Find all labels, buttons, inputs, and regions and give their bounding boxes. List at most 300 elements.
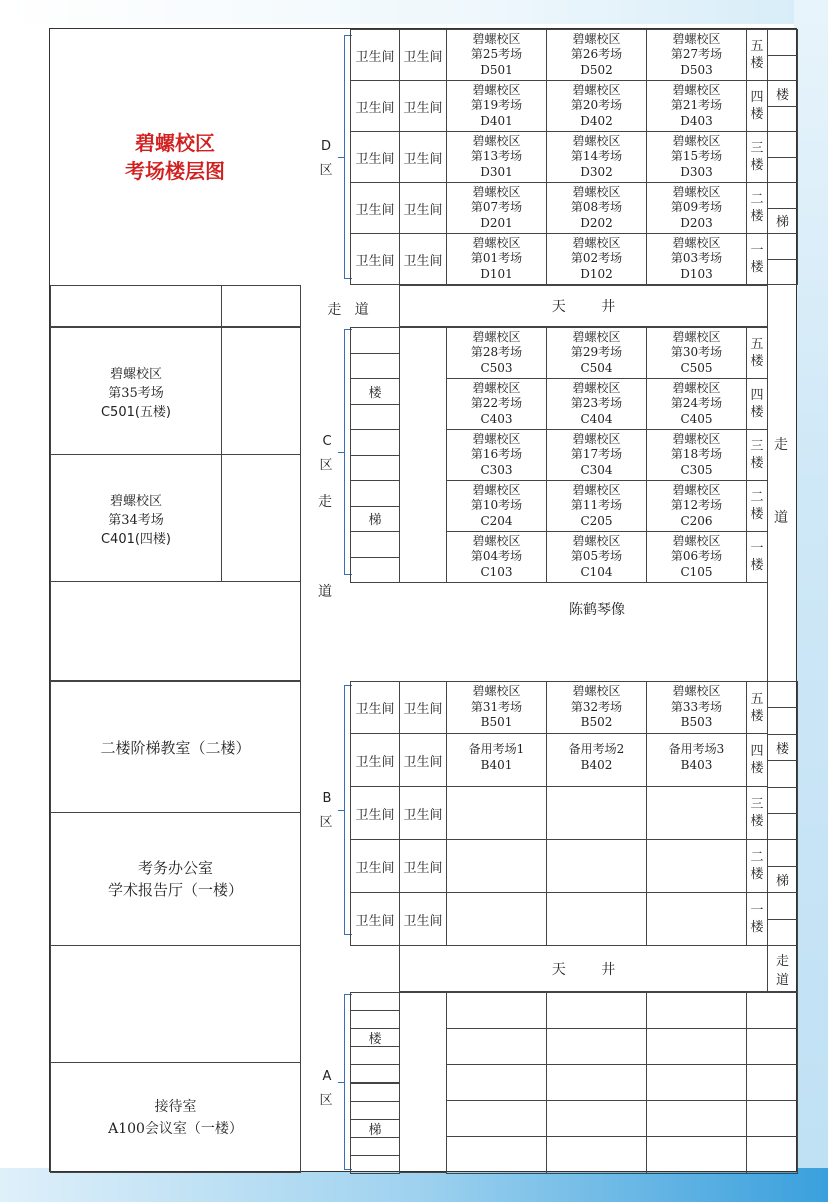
room-c401-code: C401(四楼) [100,531,172,547]
floor-b-2 [746,839,768,893]
floor-b-3-line-1: 三 [750,797,764,812]
toilet-b-1b: 卫生间 [399,892,447,946]
toilet-d-2b: 卫生间 [399,182,447,234]
exam-room-d-5-3-line-2: 第27考场 [670,47,723,62]
toilet-d-5a: 卫生间 [350,29,400,81]
toilet-d-4a: 卫生间 [350,80,400,132]
floor-d-2-line-1: 二 [750,192,764,207]
exam-room-c-2-2-line-1: 碧螺校区 [572,482,621,497]
exam-room-b-4-1 [446,733,547,787]
spare-room-b-1-line-2: B401 [480,757,513,772]
exam-room-d-3-3-line-2: 第15考场 [670,149,723,164]
a-room-2-3 [646,1028,747,1065]
exam-room-c-5-3-line-2: 第30考场 [670,345,723,360]
stair-a-cell-3 [350,1028,400,1047]
floor-c-5-line-2: 楼 [750,354,764,369]
c-zone-blank-column [399,327,447,583]
a-room-2-2 [546,1028,647,1065]
stair-c-cell-9 [350,531,400,558]
toilet-d-3a: 卫生间 [350,131,400,183]
exam-room-b-2-3 [646,839,747,893]
exam-room-d-1-1-line-1: 碧螺校区 [472,235,521,250]
exam-room-c-4-3-line-2: 第24考场 [670,396,723,411]
zone-a-brace-tick [338,1082,344,1083]
exam-room-c-3-3 [646,429,747,481]
stair-b-cell-10 [767,919,798,946]
stair-c-cell-4 [350,404,400,431]
a-room-3-1 [446,1064,547,1101]
zone-a-label: A [322,1069,332,1084]
exam-room-d-2-2 [546,182,647,234]
exam-room-d-1-3 [646,233,747,285]
floor-d-5-line-2: 楼 [750,56,764,71]
stair-d-cell-9 [767,233,798,260]
exam-room-b-1-3 [646,892,747,946]
exam-room-c-4-3 [646,378,747,430]
exam-room-d-4-3-line-3: D403 [680,113,713,128]
floor-d-3 [746,131,768,183]
exam-room-d-1-1-line-3: D101 [480,266,513,281]
floor-c-1-line-2: 楼 [750,558,764,573]
exam-room-c-3-3-line-3: C305 [680,462,713,477]
exam-room-c-4-2-line-2: 第23考场 [570,396,623,411]
exam-room-c-3-1-line-2: 第16考场 [470,447,523,462]
exam-room-c-5-3 [646,327,747,379]
a-right-3 [746,1064,798,1101]
exam-room-d-2-1-line-2: 第07考场 [470,200,523,215]
exam-room-c-5-1-line-2: 第28考场 [470,345,523,360]
floor-d-4-line-2: 楼 [750,107,764,122]
floor-c-2 [746,480,768,532]
exam-room-c-1-3-line-3: C105 [680,564,713,579]
exam-room-d-2-2-line-2: 第08考场 [570,200,623,215]
stair-c-cell-6 [350,455,400,482]
stair-b-cell-2 [767,707,798,734]
exam-room-d-4-2-line-3: D402 [580,113,613,128]
floor-b-5-line-2: 楼 [750,708,764,724]
exam-room-d-5-1-line-2: 第25考场 [470,47,523,62]
exam-room-c-4-3-line-1: 碧螺校区 [672,380,721,395]
stair-b-cell-3 [767,734,798,761]
floor-d-3-line-1: 三 [750,141,764,156]
exam-room-d-2-3 [646,182,747,234]
exam-room-b-5-3-line-3: B503 [680,715,713,730]
spare-room-b-2-line-2: B402 [580,757,613,772]
room-lecture-hall: 二楼阶梯教室（二楼） [50,681,301,813]
exam-room-b-5-2-line-2: 第32考场 [570,699,623,714]
room-reception [50,1062,301,1173]
exam-room-d-1-2-line-1: 碧螺校区 [572,235,621,250]
top-decoration [0,0,828,24]
toilet-d-4b: 卫生间 [399,80,447,132]
floor-b-5 [746,681,768,734]
exam-room-d-2-2-line-3: D202 [580,215,613,230]
toilet-d-5b: 卫生间 [399,29,447,81]
stair-a-cell-1 [350,992,400,1011]
room-c401-number: 第34考场 [108,512,164,528]
exam-room-b-4-2 [546,733,647,787]
exam-room-d-3-2 [546,131,647,183]
stair-b-label-1: 楼 [775,741,789,757]
exam-room-c-5-2-line-3: C504 [580,360,613,375]
floor-b-1-line-1: 一 [750,903,764,918]
a-room-1-2 [546,992,647,1029]
spare-room-b-2-line-1: 备用考场2 [568,742,625,756]
stair-c-cell-8 [350,506,400,533]
stair-b-cell-1 [767,681,798,708]
a-room-5-1 [446,1136,547,1174]
exam-room-c-1-3 [646,531,747,583]
room-c501-number: 第35考场 [108,385,164,401]
corridor-c-zou: 走 [318,494,332,510]
a-room-4-1 [446,1100,547,1137]
floor-c-4-line-2: 楼 [750,405,764,420]
left-blank-cell-2 [221,285,301,327]
exam-room-c-5-3-line-1: 碧螺校区 [672,329,721,344]
exam-room-b-3-1 [446,786,547,840]
exam-room-d-3-2-line-1: 碧螺校区 [572,133,621,148]
left-blank-cell-3 [50,581,301,681]
exam-room-c-4-1-line-1: 碧螺校区 [472,380,521,395]
exam-room-d-1-3-line-2: 第03考场 [670,251,723,266]
room-c401-side [221,454,301,582]
exam-room-d-2-1-line-3: D201 [480,215,513,230]
stair-c-cell-1 [350,327,400,354]
floor-b-5-line-1: 五 [750,691,764,707]
toilet-d-1a: 卫生间 [350,233,400,285]
toilet-b-3a: 卫生间 [350,786,400,840]
exam-room-c-2-3 [646,480,747,532]
room-c501-side [221,327,301,455]
stair-c-cell-10 [350,557,400,584]
toilet-b-2b: 卫生间 [399,839,447,893]
exam-room-b-5-3-line-2: 第33考场 [670,699,723,714]
exam-room-d-3-2-line-2: 第14考场 [570,149,623,164]
zone-b-label-qu: 区 [319,815,333,830]
room-office-line-1: 考务办公室 [137,859,213,877]
exam-room-c-5-2-line-1: 碧螺校区 [572,329,621,344]
exam-room-c-3-1 [446,429,547,481]
exam-room-c-5-1 [446,327,547,379]
stair-b-label-2: 梯 [775,873,789,889]
stair-d-cell-4 [767,106,798,133]
a-right-2 [746,1028,798,1065]
stair-a-label-2: 梯 [368,1122,382,1138]
toilet-b-2a: 卫生间 [350,839,400,893]
floor-d-4-line-1: 四 [750,90,764,105]
exam-room-d-5-1 [446,29,547,81]
exam-room-d-4-1-line-1: 碧螺校区 [472,82,521,97]
exam-room-d-1-2-line-3: D102 [580,266,613,281]
toilet-b-3b: 卫生间 [399,786,447,840]
exam-room-c-2-2 [546,480,647,532]
floor-plan-sheet [49,28,797,1172]
exam-room-c-4-1-line-3: C403 [480,411,513,426]
stair-a-cell-10 [350,1155,400,1174]
exam-room-b-5-3 [646,681,747,734]
room-c401-campus: 碧螺校区 [109,493,162,509]
exam-room-d-4-1-line-3: D401 [480,113,513,128]
a-room-5-3 [646,1136,747,1174]
stair-b-cell-4 [767,760,798,787]
stair-a-cell-5 [350,1064,400,1083]
exam-room-c-4-1-line-2: 第22考场 [470,396,523,411]
exam-room-b-5-2-line-3: B502 [580,715,613,730]
room-c401 [50,454,222,582]
stair-a-label-1: 楼 [368,1032,382,1048]
toilet-b-5b: 卫生间 [399,681,447,734]
exam-room-c-3-3-line-1: 碧螺校区 [672,431,721,446]
exam-room-d-3-3 [646,131,747,183]
stair-d-cell-8 [767,208,798,235]
exam-room-c-1-3-line-1: 碧螺校区 [672,533,721,548]
exam-room-b-2-2 [546,839,647,893]
exam-room-c-1-2-line-2: 第05考场 [570,549,623,564]
room-c501-code: C501(五楼) [100,404,172,420]
toilet-b-5a: 卫生间 [350,681,400,734]
exam-room-d-3-3-line-3: D303 [680,164,713,179]
stair-b-cell-5 [767,787,798,814]
exam-room-b-5-3-line-1: 碧螺校区 [672,684,721,699]
room-exam-office [50,812,301,946]
floor-b-1-line-2: 楼 [750,920,764,935]
a-room-3-3 [646,1064,747,1101]
exam-room-d-4-1 [446,80,547,132]
exam-room-d-5-2 [546,29,647,81]
floor-c-4 [746,378,768,430]
floor-b-4-line-1: 四 [750,744,764,759]
exam-room-d-4-3-line-1: 碧螺校区 [672,82,721,97]
corridor-right-zou: 走 [774,437,788,453]
exam-room-c-4-2-line-3: C404 [580,411,613,426]
exam-room-c-4-1 [446,378,547,430]
a-room-1-1 [446,992,547,1029]
exam-room-d-5-1-line-1: 碧螺校区 [472,31,521,46]
exam-room-c-1-2 [546,531,647,583]
statue-label: 陈鹤琴像 [569,602,625,618]
exam-room-b-5-2 [546,681,647,734]
exam-room-d-3-3-line-1: 碧螺校区 [672,133,721,148]
exam-room-d-2-3-line-2: 第09考场 [670,200,723,215]
exam-room-b-2-1 [446,839,547,893]
stair-c-label-1: 楼 [368,385,382,401]
floor-d-1-line-2: 楼 [750,260,764,275]
exam-room-b-5-1-line-2: 第31考场 [470,699,523,714]
exam-room-c-4-2-line-1: 碧螺校区 [572,380,621,395]
exam-room-c-2-1-line-2: 第10考场 [470,498,523,513]
floor-c-1 [746,531,768,583]
exam-room-c-1-1-line-3: C103 [480,564,513,579]
exam-room-d-4-2-line-1: 碧螺校区 [572,82,621,97]
exam-room-c-4-3-line-3: C405 [680,411,713,426]
stair-c-cell-5 [350,429,400,456]
exam-room-d-2-3-line-3: D203 [680,215,713,230]
floor-c-5-line-1: 五 [750,337,764,352]
exam-room-c-2-1 [446,480,547,532]
exam-room-d-5-3-line-1: 碧螺校区 [672,31,721,46]
toilet-b-4b: 卫生间 [399,733,447,787]
corridor-2-right: 走 道 [767,945,798,992]
exam-room-b-1-1 [446,892,547,946]
floor-c-3 [746,429,768,481]
exam-room-c-1-1-line-1: 碧螺校区 [472,533,521,548]
exam-room-c-2-2-line-2: 第11考场 [570,498,623,513]
exam-room-d-3-1 [446,131,547,183]
toilet-b-4a: 卫生间 [350,733,400,787]
exam-room-c-2-1-line-1: 碧螺校区 [472,482,521,497]
a-room-4-2 [546,1100,647,1137]
zone-d-label-qu: 区 [319,163,333,178]
exam-room-d-5-2-line-2: 第26考场 [570,47,623,62]
zone-b-brace-tick [338,810,344,811]
stair-a-cell-2 [350,1010,400,1029]
stair-d-cell-1 [767,29,798,56]
exam-room-d-3-1-line-2: 第13考场 [470,149,523,164]
exam-room-b-5-1-line-1: 碧螺校区 [472,684,521,699]
exam-room-d-4-3-line-2: 第21考场 [670,98,723,113]
stair-d-cell-7 [767,182,798,209]
floor-d-2 [746,182,768,234]
a-zone-blank-column [399,992,447,1173]
a-room-2-1 [446,1028,547,1065]
floor-d-2-line-2: 楼 [750,209,764,224]
floor-b-1 [746,892,768,946]
floor-b-4 [746,733,768,787]
spare-room-b-3-line-1: 备用考场3 [668,742,725,756]
floor-c-5 [746,327,768,379]
exam-room-c-1-3-line-2: 第06考场 [670,549,723,564]
floor-b-3 [746,786,768,840]
floor-d-5-line-1: 五 [750,39,764,54]
stair-d-cell-3 [767,80,798,107]
toilet-d-2a: 卫生间 [350,182,400,234]
exam-room-d-5-2-line-3: D502 [580,62,613,77]
exam-room-d-1-1-line-2: 第01考场 [470,251,523,266]
floor-c-4-line-1: 四 [750,388,764,403]
a-room-4-3 [646,1100,747,1137]
title-line-1: 碧螺校区 [135,131,215,155]
floor-d-4 [746,80,768,132]
exam-room-c-3-2 [546,429,647,481]
zone-b-label: B [322,791,332,806]
floor-b-4-line-2: 楼 [750,761,764,776]
exam-room-d-3-1-line-3: D301 [480,164,513,179]
floor-d-1 [746,233,768,285]
exam-room-d-1-3-line-3: D103 [680,266,713,281]
exam-room-c-2-2-line-3: C205 [580,513,613,528]
stair-c-cell-7 [350,480,400,507]
a-room-5-2 [546,1136,647,1174]
exam-room-c-3-3-line-2: 第18考场 [670,447,723,462]
exam-room-c-5-1-line-3: C503 [480,360,513,375]
room-c501 [50,327,222,455]
exam-room-c-2-1-line-3: C204 [480,513,513,528]
stair-c-cell-3 [350,378,400,405]
zone-c-label: C [322,434,332,449]
skylight-2: 天 井 [399,945,768,992]
a-right-5 [746,1136,798,1174]
exam-room-d-1-1 [446,233,547,285]
exam-room-d-5-1-line-3: D501 [480,62,513,77]
stair-b-cell-7 [767,839,798,866]
title-line-2: 考场楼层图 [125,159,225,183]
floor-d-1-line-1: 一 [750,243,764,258]
zone-c-brace-tick [338,452,344,453]
a-room-3-2 [546,1064,647,1101]
floor-b-2-line-1: 二 [750,850,764,865]
exam-room-d-4-2-line-2: 第20考场 [570,98,623,113]
floor-c-3-line-1: 三 [750,439,764,454]
corridor-1-label: 走 道 [327,302,369,318]
exam-room-c-5-1-line-1: 碧螺校区 [472,329,521,344]
stair-d-label-2: 梯 [775,215,789,231]
exam-room-c-3-2-line-2: 第17考场 [570,447,623,462]
spare-room-b-1-line-1: 备用考场1 [468,742,525,756]
exam-room-d-3-2-line-3: D302 [580,164,613,179]
exam-room-d-2-1-line-1: 碧螺校区 [472,184,521,199]
toilet-d-3b: 卫生间 [399,131,447,183]
floor-d-5 [746,29,768,81]
stair-b-cell-6 [767,813,798,840]
stair-a-cell-7 [350,1101,400,1120]
zone-a-label-qu: 区 [319,1093,333,1108]
toilet-d-1b: 卫生间 [399,233,447,285]
exam-room-c-2-3-line-2: 第12考场 [670,498,723,513]
room-office-line-2: 学术报告厅（一楼） [107,881,243,899]
exam-room-c-5-2 [546,327,647,379]
exam-room-c-1-1 [446,531,547,583]
exam-room-c-2-3-line-1: 碧螺校区 [672,482,721,497]
room-reception-line-2: A100会议室（一楼） [108,1120,243,1137]
skylight-1: 天 井 [399,285,768,327]
right-decoration [794,0,828,1202]
exam-room-b-3-2 [546,786,647,840]
corridor-right-dao: 道 [774,510,788,526]
stair-d-cell-5 [767,131,798,158]
exam-room-d-1-2 [546,233,647,285]
floor-c-3-line-2: 楼 [750,456,764,471]
left-blank-cell-4 [50,945,301,1063]
exam-room-b-5-1-line-3: B501 [480,715,513,730]
zone-d-label: D [320,139,331,154]
stair-b-cell-8 [767,866,798,893]
room-c501-campus: 碧螺校区 [109,366,162,382]
exam-room-d-5-3-line-3: D503 [680,62,713,77]
exam-room-d-4-3 [646,80,747,132]
stair-d-cell-2 [767,55,798,82]
exam-room-d-1-2-line-2: 第02考场 [570,251,623,266]
exam-room-b-4-3 [646,733,747,787]
exam-room-d-3-1-line-1: 碧螺校区 [472,133,521,148]
stair-a-cell-4 [350,1046,400,1065]
stair-b-cell-9 [767,892,798,919]
exam-room-c-3-2-line-1: 碧螺校区 [572,431,621,446]
a-right-4 [746,1100,798,1137]
exam-room-c-3-1-line-3: C303 [480,462,513,477]
toilet-b-1a: 卫生间 [350,892,400,946]
exam-room-c-5-2-line-2: 第29考场 [570,345,623,360]
stair-d-cell-6 [767,157,798,184]
exam-room-b-1-2 [546,892,647,946]
exam-room-c-1-2-line-1: 碧螺校区 [572,533,621,548]
room-reception-line-1: 接待室 [154,1098,197,1115]
stair-c-label-2: 梯 [368,513,382,529]
floor-c-2-line-2: 楼 [750,507,764,522]
stair-a-cell-6 [350,1083,400,1102]
stair-a-cell-8 [350,1119,400,1138]
exam-room-c-5-3-line-3: C505 [680,360,713,375]
floor-d-3-line-2: 楼 [750,158,764,173]
